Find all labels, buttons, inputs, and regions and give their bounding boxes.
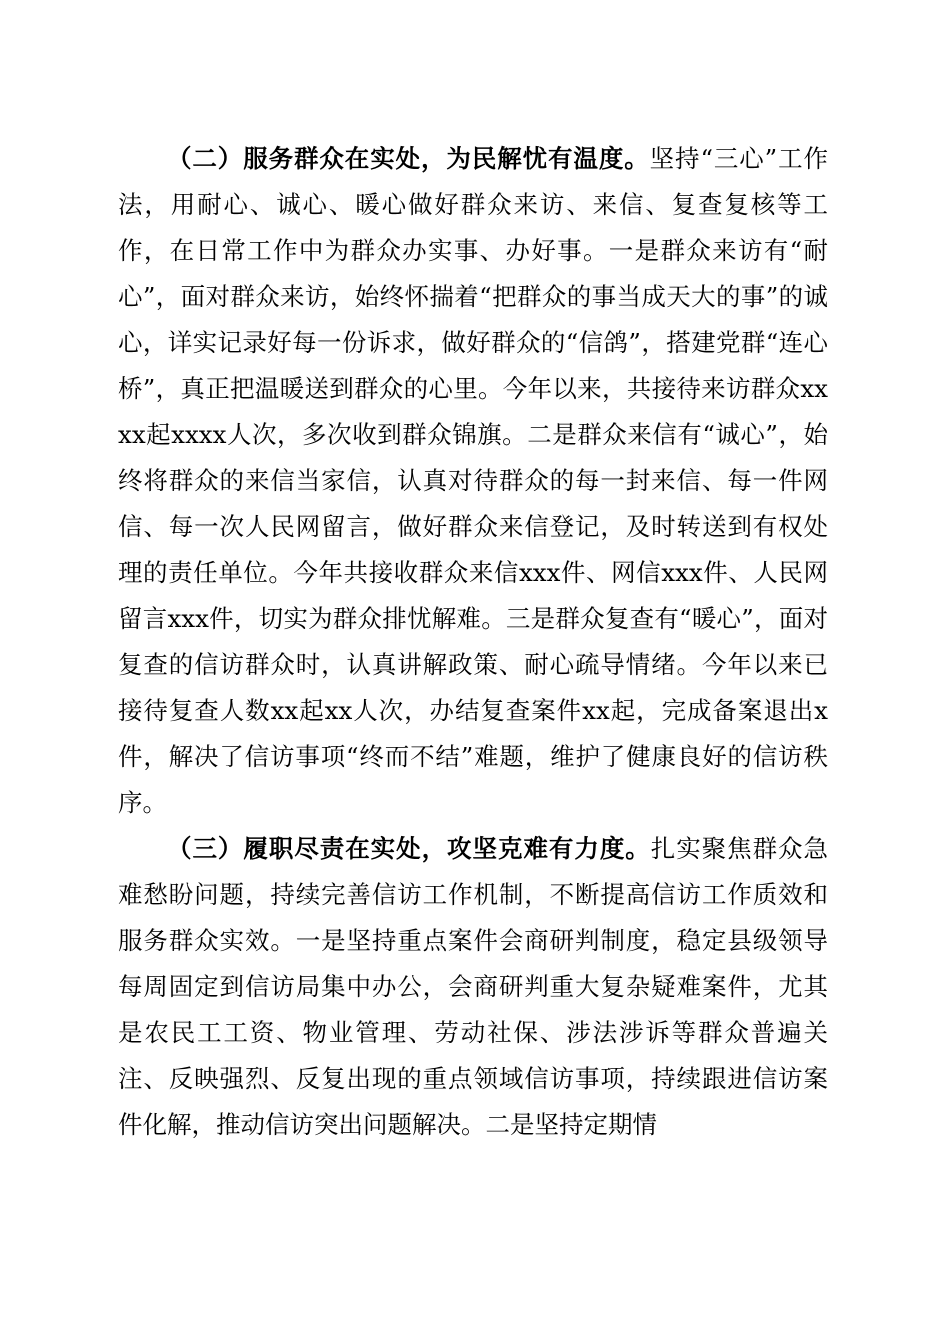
- paragraph-heading: （二）服务群众在实处，为民解忧有温度。: [167, 144, 650, 173]
- paragraph-text: 坚持“三心”工作法，用耐心、诚心、暖心做好群众来访、来信、复查复核等工作，在日常工作中为群众办实事、办好事。一是群众来访有“耐心”，面对群众来访，始终怀揣着“把群众的事当成天大的事”的诚心，详实记录好每一份诉求，做好群众的“信鸽”，搭建党群“连心桥”，真正把温暖送到群众的心里。今年以来，共接待来访群众xxxx起xxxx人次，多次收到群众锦旗。二是群众来信有“诚心”，始终将群众的来信当家信，认真对待群众的每一封来信、每一件网信、每一次人民网留言，做好群众来信登记，及时转送到有权处理的责任单位。今年共接收群众来信xxx件、网信xxx件、人民网留言xxx件，切实为群众排忧解难。三是群众复查有“暖心”，面对复查的信访群众时，认真讲解政策、耐心疏导情绪。今年以来已接待复查人数xx起xx人次，办结复查案件xx起，完成备案退出x件，解决了信访事项“终而不结”难题，维护了健康良好的信访秩序。: [118, 144, 829, 817]
- paragraph-heading: （三）履职尽责在实处，攻坚克难有力度。: [167, 834, 651, 863]
- paragraph-service-masses: [118, 136, 828, 826]
- paragraph-text: 扎实聚焦群众急难愁盼问题，持续完善信访工作机制，不断提高信访工作质效和服务群众实效。一是坚持重点案件会商研判制度，稳定县级领导每周固定到信访局集中办公，会商研判重大复杂疑难案件，尤其是农民工工资、物业管理、劳动社保、涉法涉诉等群众普遍关注、反映强烈、反复出现的重点领域信访事项，持续跟进信访案件化解，推动信访突出问题解决。二是坚持定期情: [118, 834, 829, 1139]
- paragraph-duty-responsibility: [118, 826, 828, 1148]
- document-body: [118, 136, 828, 1148]
